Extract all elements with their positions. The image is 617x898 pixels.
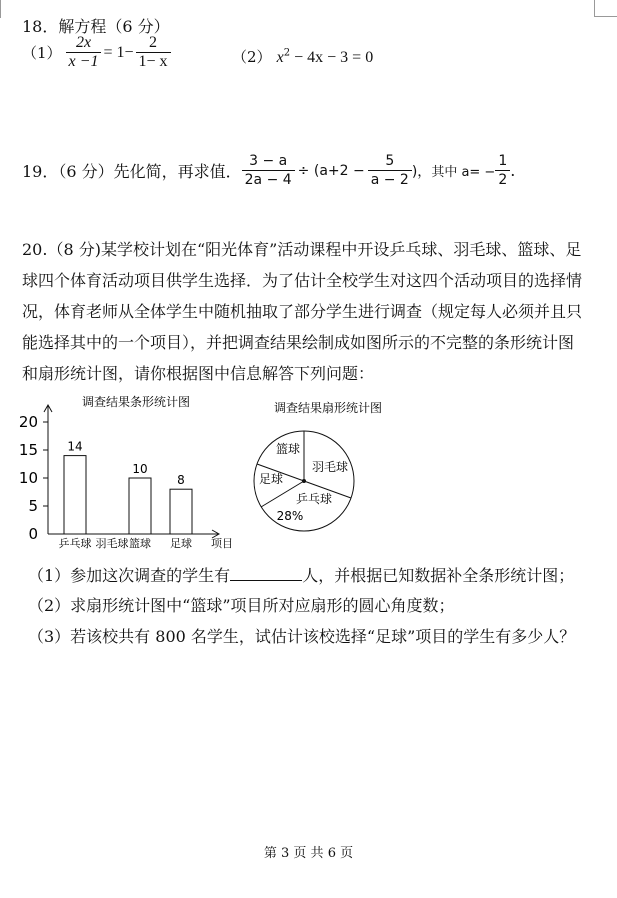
y-tick-label: 15 xyxy=(18,441,38,459)
q20-sub1 xyxy=(28,563,574,586)
q19-f2-den: a − 2 xyxy=(368,170,412,189)
q18-part2 xyxy=(232,46,373,67)
q19-f2-num: 5 xyxy=(385,153,395,169)
q18-eq1-rhs-num: 2 xyxy=(149,34,158,51)
q19-fraction-3 xyxy=(495,152,510,189)
q18-eq2-sup: 2 xyxy=(283,47,291,59)
q18-eq1-mid: = 1− xyxy=(103,43,134,61)
bar-chart-title: 调查结果条形统计图 xyxy=(81,395,191,409)
x-axis-label: 项目 xyxy=(211,537,233,550)
q19-fraction-2 xyxy=(368,152,412,189)
q18-eq1-lhs-fraction xyxy=(66,34,102,71)
answer-blank xyxy=(230,566,302,581)
pie-label-badminton: 羽毛球 xyxy=(311,460,349,474)
y-tick-label: 20 xyxy=(18,413,38,431)
q18-part1 xyxy=(22,34,171,71)
y-tick-label: 0 xyxy=(28,525,38,543)
pie-label-football: 足球 xyxy=(258,472,284,486)
bar xyxy=(170,489,192,534)
q19-operator: ÷ (a+2 − xyxy=(297,162,365,179)
bar xyxy=(129,478,151,534)
q19-f1-den: 2a − 4 xyxy=(242,170,295,189)
q20-paragraph: 20.（8 分)某学校计划在“阳光体育”活动课程中开设乒乓球、羽毛球、篮球、足球四个体育活动项目供学生选择．为了估计全校学生对这四个活动项目的选择情况，体育老师从全体学生中随机抽取了部分学生进行调查（规定每人必须并且只能选择其中的一个项目），并把调查结果绘制成如图所示的不完整的条形统计图和扇形统计图，请你根据图中信息解答下列问题： xyxy=(22,240,583,383)
q19-end: . xyxy=(510,161,516,180)
q20-sub3: （3）若该校共有 800 名学生，试估计该校选择“足球”项目的学生有多少人？ xyxy=(28,627,576,646)
pie-label-pingpong-percent: 28% xyxy=(276,509,304,523)
q19-close: )， xyxy=(411,163,432,180)
x-category-label: 羽毛球 xyxy=(95,537,129,550)
q20-sub1-a: （1）参加这次调查的学生有 xyxy=(28,566,231,585)
q20-sub1-b: 人，并根据已知数据补全条形统计图； xyxy=(302,566,575,585)
q19-f3-den: 2 xyxy=(495,170,510,189)
q18-eq1-lhs-num: 2x xyxy=(75,34,92,51)
crop-mark-right-h xyxy=(594,16,617,17)
q19-line xyxy=(22,152,515,189)
q20-sub2: （2）求扇形统计图中“篮球”项目所对应扇形的圆心角度数； xyxy=(28,596,455,615)
bar-chart-bars xyxy=(64,440,192,534)
q18-eq2-x: x xyxy=(276,49,284,66)
pie-chart-title: 调查结果扇形统计图 xyxy=(273,401,383,415)
bar-data-label: 14 xyxy=(67,439,83,454)
q19-f3-num: 1 xyxy=(498,153,508,169)
crop-mark-right xyxy=(594,0,595,16)
q19-lead: 19．（6 分）先化简，再求值． xyxy=(22,162,242,181)
bar-chart xyxy=(8,392,240,554)
bar-data-label: 10 xyxy=(132,462,148,476)
q18-part1-label: （1） xyxy=(22,44,62,62)
q18-header: 18．解方程（6 分） xyxy=(22,17,170,36)
q18-eq1-rhs-den: 1− x xyxy=(136,52,171,71)
pie-center-dot xyxy=(302,479,306,483)
y-tick-label: 5 xyxy=(28,497,38,515)
bar-chart-x-labels xyxy=(59,536,234,550)
pie-label-pingpong: 乒乓球 xyxy=(295,492,333,506)
q19-f1-num: 3 − a xyxy=(249,153,288,169)
q19-fraction-1 xyxy=(242,152,295,189)
bar-data-label: 8 xyxy=(177,473,185,488)
pie-label-basketball: 篮球 xyxy=(275,442,301,456)
bar-chart-y-ticks xyxy=(19,413,48,543)
q18-eq1-rhs-fraction xyxy=(136,34,171,71)
q18-eq2-rest: − 4x − 3 = 0 xyxy=(290,49,374,66)
x-category-label: 足球 xyxy=(170,537,192,550)
page-footer: 第 3 页 共 6 页 xyxy=(263,846,354,861)
bar xyxy=(64,456,86,534)
q19-where: 其中 a= − xyxy=(431,165,496,180)
q18-part2-label: （2） xyxy=(232,48,272,66)
q18-eq1-lhs-den: x −1 xyxy=(66,52,102,71)
crop-mark-left xyxy=(0,0,1,18)
y-tick-label: 10 xyxy=(18,469,38,487)
x-category-label: 篮球 xyxy=(129,537,151,550)
x-category-label: 乒乓球 xyxy=(58,537,92,550)
pie-chart xyxy=(252,398,402,534)
